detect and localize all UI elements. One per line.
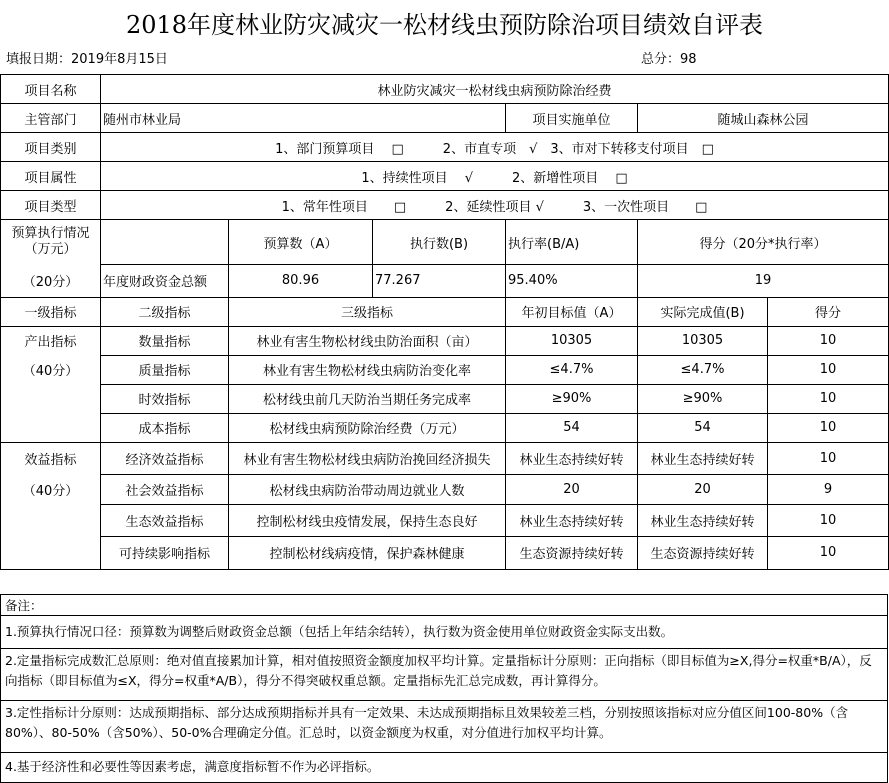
project-name-row xyxy=(1,75,889,104)
output-actual: ≤4.7% xyxy=(638,355,768,384)
table-row xyxy=(1,475,889,505)
benefit-target: 林业生态持续好转 xyxy=(506,442,638,475)
output-actual: ≥90% xyxy=(638,384,768,413)
project-name-value: 林业防灾减灾一松材线虫病预防除治经费 xyxy=(101,75,889,104)
note-2: 2.定量指标完成数汇总原则：绝对值直接累加计算，相对值按照资金额度加权平均计算。定量指标计分原则：正向指标（即目标值为≥X,得分=权重*B/A），反向指标（即目标值为≤X，得分=权重*A/B），得分不得突破权重总额。定量指标先汇总完成数，再计算得分。 xyxy=(0,649,888,701)
note-3: 3.定性指标计分原则：达成预期指标、部分达成预期指标并具有一定效果、未达成预期指标且效果较差三档，分别按照该指标对应分值区间100-80%（含80%）、80-50%（含50%）、50-0%合理确定分值。汇总时，以资金额度为权重，对分值进行加权平均计算。 xyxy=(0,701,888,753)
output-score: 10 xyxy=(768,326,889,355)
benefit-l3: 控制松材线虫疫情发展，保持生态良好 xyxy=(229,505,506,537)
notes-heading: 备注： xyxy=(0,594,888,616)
output-target: 10305 xyxy=(506,326,638,355)
output-actual: 10305 xyxy=(638,326,768,355)
output-score: 10 xyxy=(768,384,889,413)
budget-blank-cell xyxy=(101,220,229,265)
benefit-l3: 林业有害生物松材线虫病防治挽回经济损失 xyxy=(229,442,506,475)
budget-score-value: 19 xyxy=(638,265,889,298)
budget-value-row xyxy=(1,265,889,298)
benefit-l2: 经济效益指标 xyxy=(101,442,229,475)
benefit-l2: 可持续影响指标 xyxy=(101,537,229,570)
budget-header-a: 预算数（A） xyxy=(229,220,373,265)
fill-date: 填报日期：2019年8月15日 xyxy=(6,51,168,67)
benefit-score: 10 xyxy=(768,442,889,475)
header-actual: 实际完成值(B) xyxy=(638,297,768,326)
dept-label: 主管部门 xyxy=(1,104,101,133)
note-1: 1.预算执行情况口径：预算数为调整后财政资金总额（包括上年结余结转），执行数为资金使用单位财政资金实际支出数。 xyxy=(0,616,888,649)
budget-row-label: 年度财政资金总额 xyxy=(101,265,229,298)
benefit-spacer xyxy=(1,537,101,570)
dept-value: 随州市林业局 xyxy=(101,104,506,133)
benefit-l2: 生态效益指标 xyxy=(101,505,229,537)
evaluation-table xyxy=(0,74,889,570)
benefit-actual: 20 xyxy=(638,475,768,505)
budget-header-rate: 执行率(B/A) xyxy=(506,220,638,265)
output-l3: 林业有害生物松材线虫防治面积（亩） xyxy=(229,326,506,355)
attribute-value: 1、持续性项目 √ 2、新增性项目 □ xyxy=(101,162,889,191)
budget-header-score: 得分（20分*执行率） xyxy=(638,220,889,265)
table-row xyxy=(1,537,889,570)
dept-row xyxy=(1,104,889,133)
output-score-label: （40分） xyxy=(1,355,101,384)
benefit-actual: 林业生态持续好转 xyxy=(638,505,768,537)
output-l2: 数量指标 xyxy=(101,326,229,355)
output-l3: 林业有害生物松材线虫病防治变化率 xyxy=(229,355,506,384)
indicator-header-row xyxy=(1,297,889,326)
output-l2: 时效指标 xyxy=(101,384,229,413)
page-title: 2018年度林业防灾减灾一松材线虫预防除治项目绩效自评表 xyxy=(125,10,764,39)
output-target: ≥90% xyxy=(506,384,638,413)
budget-header-row xyxy=(1,220,889,265)
benefit-actual: 生态资源持续好转 xyxy=(638,537,768,570)
output-actual: 54 xyxy=(638,413,768,442)
budget-label-line2: （万元） xyxy=(24,242,77,258)
output-target: ≤4.7% xyxy=(506,355,638,384)
category-row xyxy=(1,133,889,162)
output-l3: 松材线虫前几天防治当期任务完成率 xyxy=(229,384,506,413)
rate-value: 95.40% xyxy=(506,265,638,298)
attribute-row xyxy=(1,162,889,191)
output-l2: 成本指标 xyxy=(101,413,229,442)
notes-section xyxy=(0,594,888,783)
output-spacer xyxy=(1,413,101,442)
output-score: 10 xyxy=(768,413,889,442)
benefit-l2: 社会效益指标 xyxy=(101,475,229,505)
budget-value: 80.96 xyxy=(229,265,373,298)
benefit-score-label: （40分） xyxy=(1,475,101,505)
benefit-score: 10 xyxy=(768,537,889,570)
output-l2: 质量指标 xyxy=(101,355,229,384)
type-value: 1、常年性项目 □ 2、延续性项目 √ 3、一次性项目 □ xyxy=(101,191,889,220)
category-label: 项目类别 xyxy=(1,133,101,162)
benefit-target: 生态资源持续好转 xyxy=(506,537,638,570)
output-target: 54 xyxy=(506,413,638,442)
benefit-label: 效益指标 xyxy=(1,442,101,475)
budget-label-line1: 预算执行情况 xyxy=(11,226,90,242)
unit-value: 随城山森林公园 xyxy=(638,104,889,133)
header-target: 年初目标值（A） xyxy=(506,297,638,326)
header-level1: 一级指标 xyxy=(1,297,101,326)
total-score: 总分：98 xyxy=(641,51,697,67)
output-score: 10 xyxy=(768,355,889,384)
benefit-score: 9 xyxy=(768,475,889,505)
benefit-score: 10 xyxy=(768,505,889,537)
attribute-label: 项目属性 xyxy=(1,162,101,191)
note-4: 4.基于经济性和必要性等因素考虑，满意度指标暂不作为必评指标。 xyxy=(0,753,888,783)
output-spacer xyxy=(1,384,101,413)
output-label: 产出指标 xyxy=(1,326,101,355)
benefit-l3: 控制松材线病疫情，保护森林健康 xyxy=(229,537,506,570)
project-name-label: 项目名称 xyxy=(1,75,101,104)
exec-value: 77.267 xyxy=(373,265,506,298)
header-level2: 二级指标 xyxy=(101,297,229,326)
budget-label xyxy=(1,220,101,265)
header-level3: 三级指标 xyxy=(229,297,506,326)
unit-label: 项目实施单位 xyxy=(506,104,638,133)
table-row xyxy=(1,505,889,537)
category-value: 1、部门预算项目 □ 2、市直专项 √ 3、市对下转移支付项目 □ xyxy=(101,133,889,162)
benefit-target: 林业生态持续好转 xyxy=(506,505,638,537)
header-score: 得分 xyxy=(768,297,889,326)
benefit-target: 20 xyxy=(506,475,638,505)
table-row xyxy=(1,413,889,442)
benefit-spacer xyxy=(1,505,101,537)
budget-header-b: 执行数(B) xyxy=(373,220,506,265)
table-row xyxy=(1,384,889,413)
type-label: 项目类型 xyxy=(1,191,101,220)
benefit-l3: 松材线虫病防治带动周边就业人数 xyxy=(229,475,506,505)
table-row xyxy=(1,326,889,355)
type-row xyxy=(1,191,889,220)
table-row xyxy=(1,355,889,384)
output-l3: 松材线虫病预防除治经费（万元） xyxy=(229,413,506,442)
benefit-actual: 林业生态持续好转 xyxy=(638,442,768,475)
table-row xyxy=(1,442,889,475)
budget-score-label: （20分） xyxy=(1,265,101,298)
